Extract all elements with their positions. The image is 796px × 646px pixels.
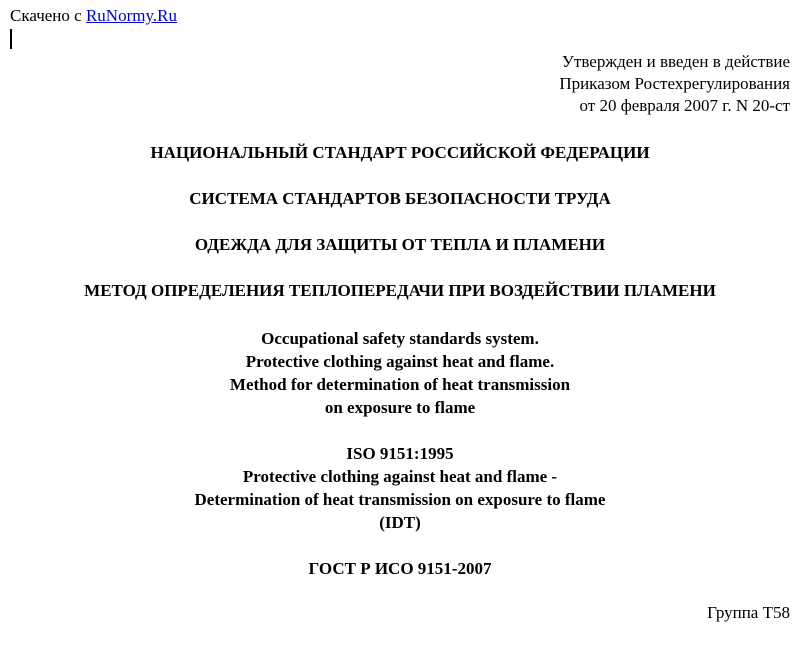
source-prefix: Скачено с [10,6,86,25]
heading-system: СИСТЕМА СТАНДАРТОВ БЕЗОПАСНОСТИ ТРУДА [189,189,611,208]
gost-designation: ГОСТ Р ИСО 9151-2007 [308,559,492,578]
text-cursor [10,29,12,49]
approval-block [559,51,790,117]
approval-line-2: Приказом Ростехрегулирования [559,74,790,93]
english-title-line-3: Method for determination of heat transmission [229,375,571,394]
english-title-line-1: Occupational safety standards system. [261,329,539,348]
heading-method: МЕТОД ОПРЕДЕЛЕНИЯ ТЕПЛОПЕРЕДАЧИ ПРИ ВОЗДЕЙСТВИИ ПЛАМЕНИ [84,281,716,300]
runormy-link[interactable]: RuNormy.Ru [85,6,177,25]
source-line [10,6,177,26]
english-title-line-4: on exposure to flame [324,398,476,417]
english-title-line-2: Protective clothing against heat and flame. [245,352,555,371]
iso-title-line-2: Determination of heat transmission on exposure to flame [194,490,606,509]
approval-line-3: от 20 февраля 2007 г. N 20-ст [579,96,790,115]
iso-title-line-1: Protective clothing against heat and flame - [242,467,558,486]
iso-idt: (IDT) [379,513,421,532]
heading-national-standard: НАЦИОНАЛЬНЫЙ СТАНДАРТ РОССИЙСКОЙ ФЕДЕРАЦИИ [150,143,650,162]
approval-line-1: Утвержден и введен в действие [561,52,790,71]
iso-code: ISO 9151:1995 [346,444,454,463]
group-label: Группа Т58 [707,603,790,622]
heading-clothing: ОДЕЖДА ДЛЯ ЗАЩИТЫ ОТ ТЕПЛА И ПЛАМЕНИ [194,235,606,254]
